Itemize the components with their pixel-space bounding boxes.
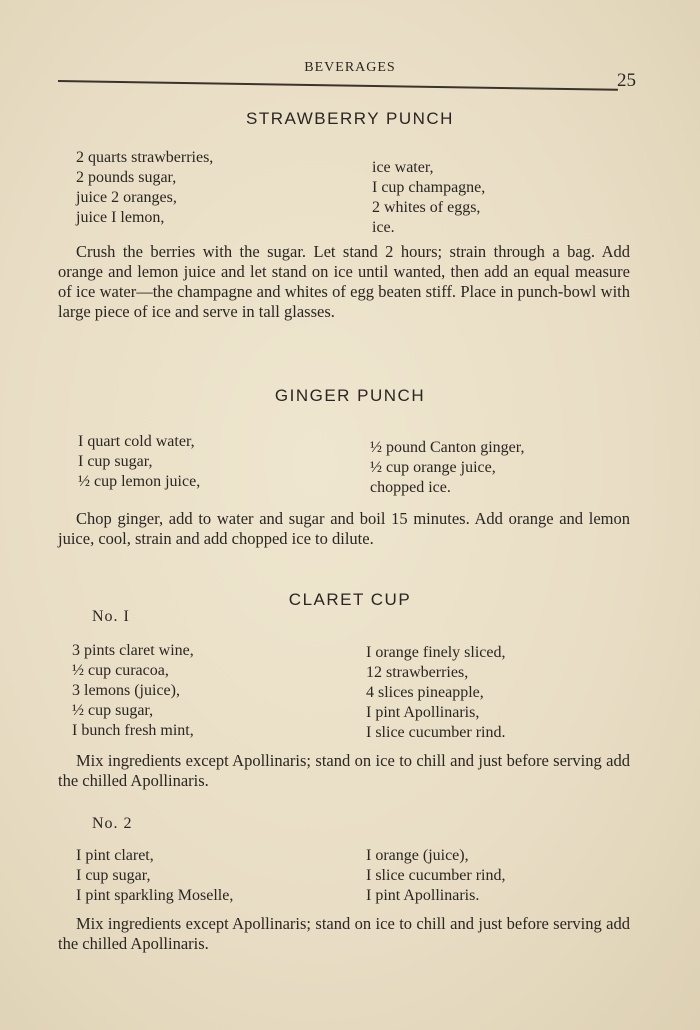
ingredient: juice I lemon, [76,209,165,226]
ingredient: I pint Apollinaris, [366,704,480,721]
ingredient: I cup champagne, [372,179,486,196]
ingredient: ½ pound Canton ginger, [370,439,525,456]
ingredients-right [370,438,524,498]
header-rule [58,80,618,91]
ingredient: I slice cucumber rind, [366,867,506,884]
ingredients-left [76,148,213,228]
ingredient: I slice cucumber rind. [366,724,506,741]
ingredient: 2 quarts strawberries, [76,149,214,166]
recipe-title-ginger-punch: GINGER PUNCH [274,386,426,405]
ingredient: chopped ice. [370,479,451,496]
ingredient: ice water, [372,159,434,176]
running-head: BEVERAGES [304,60,396,75]
ingredient: I cup sugar, [78,453,153,470]
ingredient: I bunch fresh mint, [72,722,194,739]
ingredient: juice 2 oranges, [76,189,177,206]
ingredients-left [76,846,233,906]
ingredients-right [366,846,506,906]
variant-label: No. I [92,608,130,625]
directions: Crush the berries with the sugar. Let stand 2 hours; strain through a bag. Add orange and lemon juice and let stand on ice until wanted, then add an equal measure of ice water—the champagne and whites of egg beaten stiff. Place in punch-bowl with large piece of ice and serve in tall glasses. [58,242,630,321]
page-number: 25 [617,70,636,91]
recipe-title-strawberry-punch: STRAWBERRY PUNCH [246,109,454,128]
ingredient: I cup sugar, [76,867,151,884]
variant-label: No. 2 [92,815,133,832]
ingredient: 4 slices pineapple, [366,684,484,701]
ingredient: ½ cup curacoa, [72,662,169,679]
ingredient: 3 pints claret wine, [72,642,194,659]
ingredients-right [372,158,485,238]
ingredient: I orange (juice), [366,847,469,864]
ingredient: I pint sparkling Moselle, [76,887,234,904]
ingredient: ½ cup sugar, [72,702,154,719]
ingredient: I pint Apollinaris. [366,887,480,904]
ingredients-left [72,641,194,741]
ingredient: 2 pounds sugar, [76,169,177,186]
directions: Mix ingredients except Apollinaris; stand on ice to chill and just before serving add the chilled Apollinaris. [58,914,630,953]
ingredient: 12 strawberries, [366,664,469,681]
directions: Chop ginger, add to water and sugar and boil 15 minutes. Add orange and lemon juice, cool, strain and add chopped ice to dilute. [58,509,630,548]
ingredients-right [366,643,506,743]
ingredient: I orange finely sliced, [366,644,506,661]
ingredient: ½ cup lemon juice, [78,473,201,490]
ingredient: I pint claret, [76,847,154,864]
directions: Mix ingredients except Apollinaris; stand on ice to chill and just before serving add the chilled Apollinaris. [58,751,630,790]
recipe-title-claret-cup: CLARET CUP [288,590,412,609]
ingredient: I quart cold water, [78,433,195,450]
ingredient: 3 lemons (juice), [72,682,180,699]
ingredient: 2 whites of eggs, [372,199,481,216]
ingredients-left [78,432,200,492]
ingredient: ice. [372,219,395,236]
ingredient: ½ cup orange juice, [370,459,496,476]
